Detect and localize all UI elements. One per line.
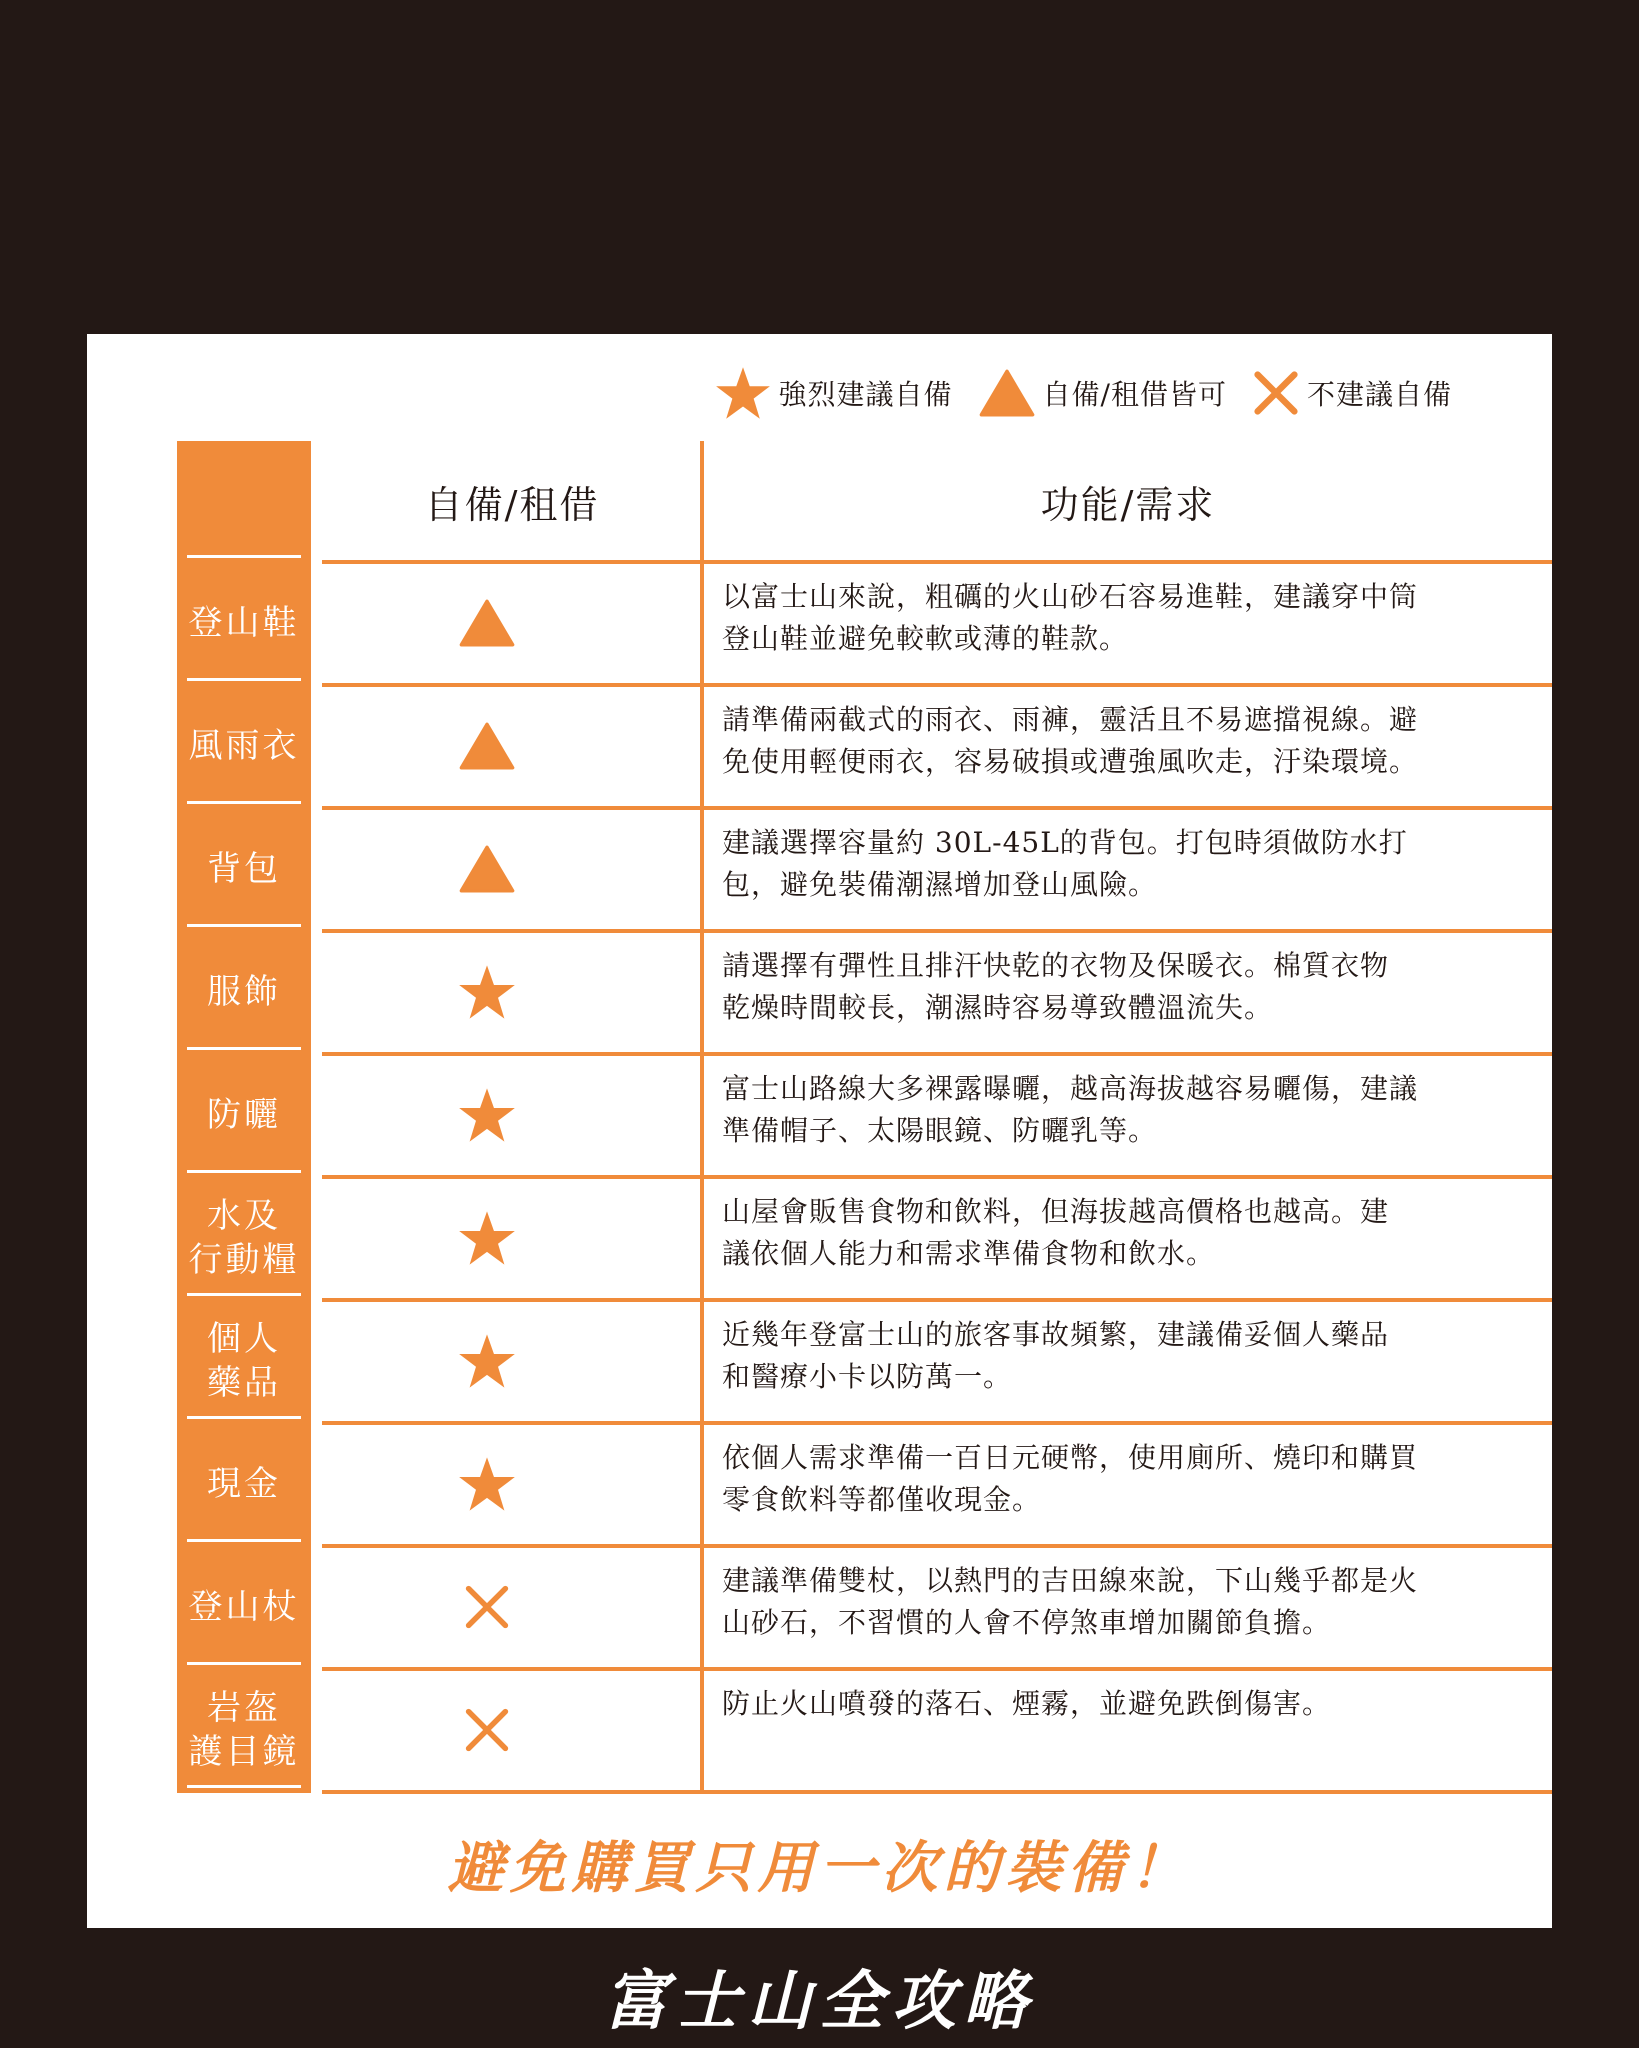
description-line: 以富士山來說，粗礪的火山砂石容易進鞋，建議穿中筒: [722, 580, 1419, 613]
rating-symbol-cross: [372, 1548, 602, 1665]
category-divider: [187, 1785, 301, 1788]
header-own-or-rent: 自備/租借: [424, 482, 600, 527]
description: [722, 1683, 1442, 1725]
cross-icon: [1253, 370, 1299, 416]
category-divider: [187, 801, 301, 804]
slogan: 避免購買只用一次的裝備！: [447, 1836, 1192, 1901]
triangle-icon: [459, 722, 515, 770]
category-text-line2: 護目鏡: [188, 1731, 300, 1772]
category-divider: [187, 1047, 301, 1050]
category-text-line1: 個人: [207, 1318, 281, 1359]
description-line: 山砂石，不習慣的人會不停煞車增加關節負擔。: [722, 1606, 1332, 1639]
description-line: 依個人需求準備一百日元硬幣，使用廁所、燒印和購買: [722, 1441, 1419, 1474]
category-divider: [187, 555, 301, 558]
category-label: [177, 1671, 311, 1788]
description: [722, 1191, 1442, 1275]
legend-cross: [1253, 370, 1452, 416]
description-line: 請準備兩截式的雨衣、雨褲，靈活且不易遮擋視線。避: [722, 703, 1419, 736]
description-line: 包，避免裝備潮濕增加登山風險。: [722, 868, 1158, 901]
star-icon: [458, 1333, 516, 1389]
category-label: [177, 1056, 311, 1173]
category-divider: [187, 1662, 301, 1665]
category-text: 防曬: [207, 1094, 281, 1135]
footer-title: 富士山全攻略: [603, 1965, 1036, 2039]
header-function-need: 功能/需求: [1040, 482, 1216, 527]
description-line: 零食飲料等都僅收現金。: [722, 1483, 1042, 1516]
rating-symbol-star: [372, 1302, 602, 1419]
legend: [689, 366, 1452, 420]
category-text-line1: 岩盔: [207, 1687, 281, 1728]
category-text: [207, 1317, 281, 1405]
rating-symbol-cross: [372, 1671, 602, 1788]
star-icon: [458, 1456, 516, 1512]
star-icon: [458, 1087, 516, 1143]
description-line: 防止火山噴發的落石、煙霧，並避免跌倒傷害。: [722, 1687, 1332, 1720]
category-label: [177, 1548, 311, 1665]
category-label: [177, 1302, 311, 1419]
category-text: 服飾: [207, 971, 281, 1012]
triangle-icon: [459, 599, 515, 647]
category-label: [177, 933, 311, 1050]
legend-star-label: 強烈建議自備: [778, 378, 953, 411]
description-line: 登山鞋並避免較軟或薄的鞋款。: [722, 622, 1129, 655]
description: [722, 699, 1442, 783]
legend-cross-label: 不建議自備: [1306, 378, 1452, 411]
category-text-line1: 水及: [207, 1195, 281, 1236]
row-divider: [322, 1790, 1552, 1794]
category-text: [189, 1686, 300, 1774]
category-label: [177, 1179, 311, 1296]
legend-triangle: [979, 369, 1227, 417]
category-divider: [187, 678, 301, 681]
rating-symbol-triangle: [372, 687, 602, 804]
category-label: [177, 1425, 311, 1542]
description: [722, 576, 1442, 660]
description-line: 免使用輕便雨衣，容易破損或遭強風吹走，汙染環境。: [722, 745, 1419, 778]
star-icon: [458, 964, 516, 1020]
rating-symbol-triangle: [372, 810, 602, 927]
category-divider: [187, 1416, 301, 1419]
description-line: 準備帽子、太陽眼鏡、防曬乳等。: [722, 1114, 1158, 1147]
rating-symbol-triangle: [372, 564, 602, 681]
category-text: [189, 1194, 300, 1282]
category-column: [177, 441, 311, 1793]
description-line: 建議選擇容量約 30L-45L的背包。打包時須做防水打: [722, 826, 1408, 859]
description-line: 山屋會販售食物和飲料，但海拔越高價格也越高。建: [722, 1195, 1390, 1228]
description-line: 富士山路線大多裸露曝曬，越高海拔越容易曬傷，建議: [722, 1072, 1419, 1105]
category-text: 登山杖: [188, 1586, 300, 1627]
category-text: 現金: [207, 1463, 281, 1504]
star-icon: [715, 366, 771, 420]
description-line: 建議準備雙杖，以熱門的吉田線來說，下山幾乎都是火: [722, 1564, 1419, 1597]
description-line: 請選擇有彈性且排汗快乾的衣物及保暖衣。棉質衣物: [722, 949, 1390, 982]
description: [722, 1068, 1442, 1152]
rating-symbol-star: [372, 933, 602, 1050]
rating-symbol-star: [372, 1425, 602, 1542]
equipment-panel: [87, 334, 1552, 1928]
category-divider: [187, 1170, 301, 1173]
description-line: 議依個人能力和需求準備食物和飲水。: [722, 1237, 1216, 1270]
category-text: 登山鞋: [188, 602, 300, 643]
description-line: 乾燥時間較長，潮濕時容易導致體溫流失。: [722, 991, 1274, 1024]
description: [722, 1560, 1442, 1644]
legend-star: [715, 366, 953, 420]
category-text-line2: 藥品: [207, 1362, 281, 1403]
description: [722, 1314, 1442, 1398]
cross-icon: [464, 1707, 510, 1753]
legend-triangle-label: 自備/租借皆可: [1042, 378, 1227, 411]
category-text-line2: 行動糧: [188, 1239, 300, 1280]
category-divider: [187, 1539, 301, 1542]
category-label: [177, 810, 311, 927]
triangle-icon: [979, 369, 1035, 417]
description: [722, 945, 1442, 1029]
description-line: 和醫療小卡以防萬一。: [722, 1360, 1013, 1393]
description: [722, 822, 1442, 906]
category-divider: [187, 1293, 301, 1296]
description-line: 近幾年登富士山的旅客事故頻繁，建議備妥個人藥品: [722, 1318, 1390, 1351]
star-icon: [458, 1210, 516, 1266]
category-text: 風雨衣: [188, 725, 300, 766]
column-divider: [700, 441, 704, 1793]
category-label: [177, 687, 311, 804]
triangle-icon: [459, 845, 515, 893]
description: [722, 1437, 1442, 1521]
rating-symbol-star: [372, 1179, 602, 1296]
cross-icon: [464, 1584, 510, 1630]
category-divider: [187, 924, 301, 927]
rating-symbol-star: [372, 1056, 602, 1173]
category-label: [177, 564, 311, 681]
category-text: 背包: [207, 848, 281, 889]
